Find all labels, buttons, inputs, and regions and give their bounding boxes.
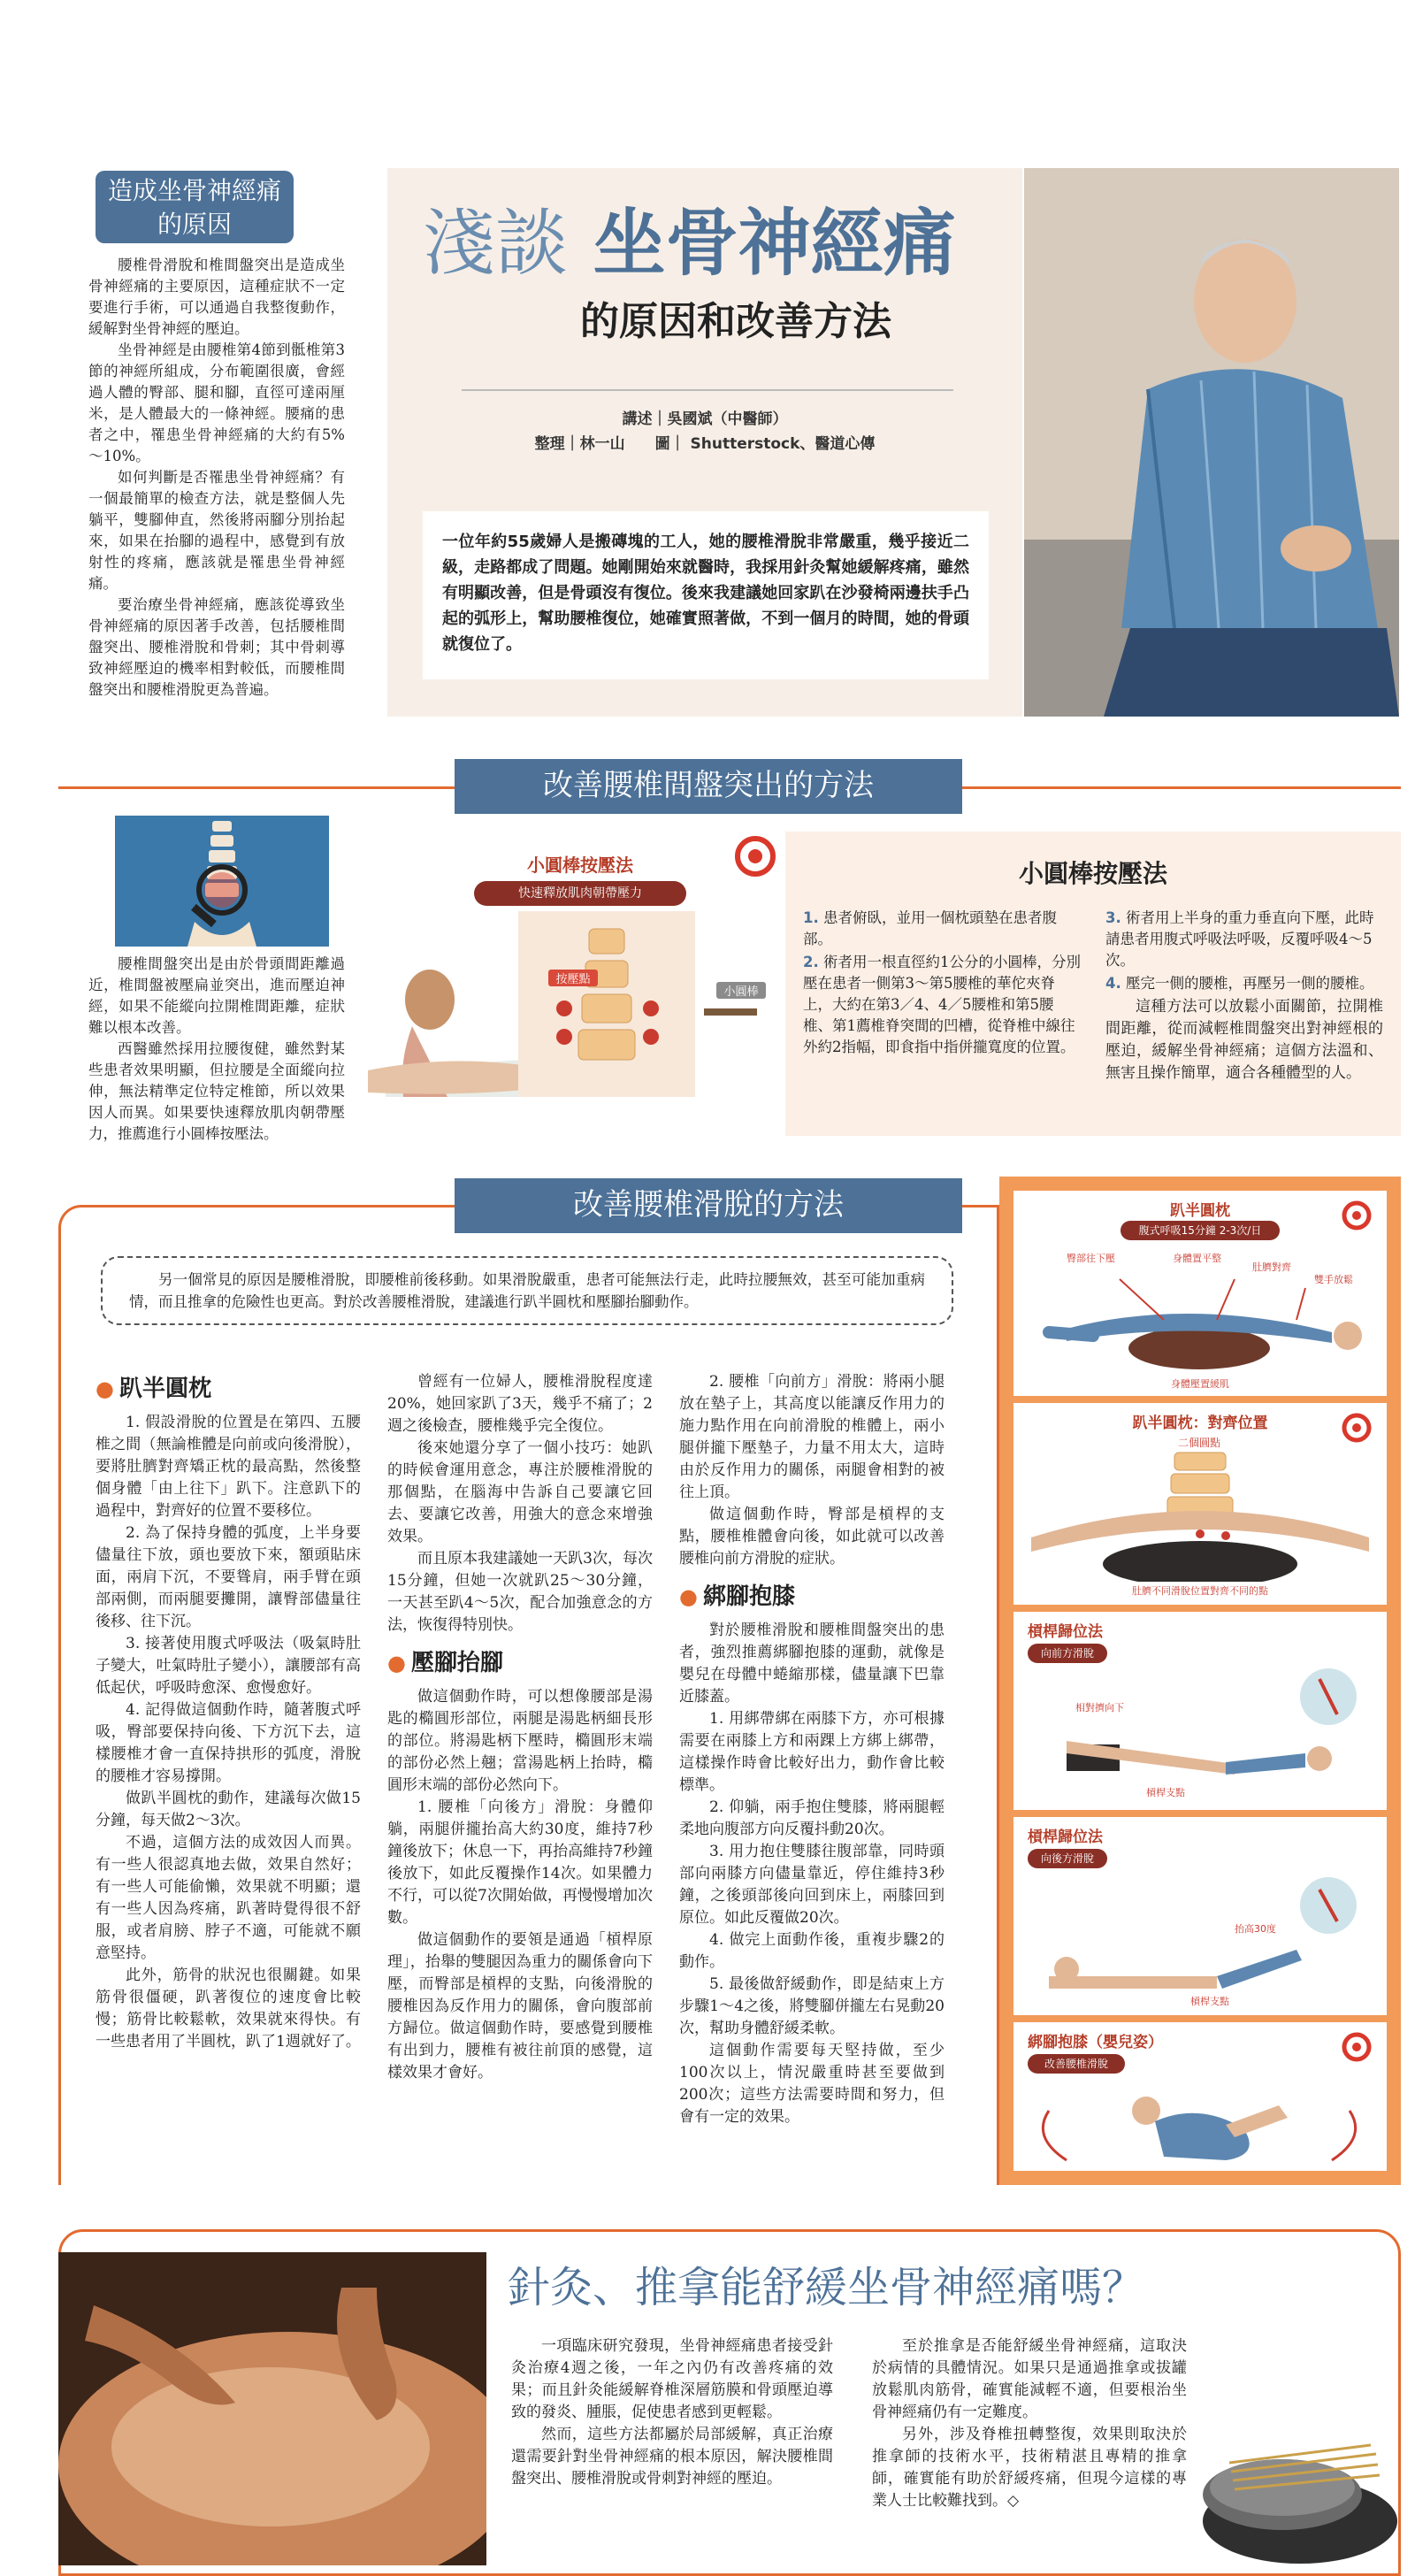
section2-column-3 (679, 1371, 945, 2128)
body-paragraph: 另外，涉及脊椎扭轉整復，效果則取決於推拿師的技術水平，技術精湛且專精的推拿師，確實能有助於舒緩疼痛，但現今這樣的專業人士比較難找到。◇ (872, 2426, 1187, 2510)
bullet-dot-icon: ● (679, 1584, 698, 1609)
section3-column-1 (511, 2335, 833, 2490)
heading-prone-pillow: ● 趴半圓枕 (96, 1376, 211, 1402)
method-closing: 這種方法可以放鬆小面關節，拉開椎間距離，從而減輕椎間盤突出對神經根的壓迫，緩解坐骨神經痛；這個方法溫和、無害且操作簡單，適合各種體型的人。 (1105, 998, 1383, 1082)
exercise-sub: 改善腰椎滑脫 (1028, 2054, 1125, 2074)
exercise-label: 槓桿支點 (1190, 1996, 1229, 2007)
exercise-label: 臀部往下壓 (1067, 1253, 1115, 1264)
exercise-title: 槓桿歸位法 (1028, 1828, 1103, 1846)
body-paragraph: 4. 記得做這個動作時，隨著腹式呼吸，臀部要保持向後、下方沉下去，這樣腰椎才會一直保持拱形的弧度，滑脫的腰椎才容易撐開。 (96, 1701, 361, 1785)
align-figure (1013, 1449, 1387, 1582)
exercise-title: 槓桿歸位法 (1028, 1623, 1103, 1641)
body-paragraph: 5. 最後做舒緩動作，即是結束上方步驟1～4之後，將雙腳併攏左右晃動20次，幫助身體舒緩柔軟。 (679, 1975, 945, 2037)
acupuncture-stones-image (1150, 2388, 1401, 2574)
exercise-card-lever-backward (1013, 1817, 1387, 2015)
heading-press-lift: ● 壓腳抬腳 (387, 1650, 503, 1676)
exercise-label: 相對擠向下 (1075, 1702, 1124, 1714)
body-paragraph: 4. 做完上面動作後，重複步驟2的動作。 (679, 1931, 945, 1971)
exercise-sub: 二個圓點 (1177, 1437, 1220, 1449)
section1-paragraph: 腰椎間盤突出是由於骨頭間距離過近，椎間盤被壓扁並突出，進而壓迫神經，如果不能縱向拉開椎間距離，症狀難以根本改善。 (88, 955, 345, 1036)
exercise-sub: 向後方滑脫 (1028, 1849, 1107, 1868)
credits-narrator: 講述｜吳國斌（中醫師） (622, 410, 788, 428)
exercise-title: 趴半圓枕 (1170, 1202, 1230, 1220)
section3-column-2 (872, 2335, 1187, 2512)
body-paragraph: 做這個動作時，臀部是槓桿的支點，腰椎椎體會向後，如此就可以改善腰椎向前方滑脫的症狀。 (679, 1506, 945, 1568)
spine-magnifier-photo (115, 816, 329, 947)
title-light: 淺談 (423, 202, 569, 286)
exercise-label: 肚臍對齊 (1252, 1261, 1291, 1273)
body-paragraph: 2. 仰躺，兩手抱住雙膝，將兩腿輕柔地向腹部方向反覆抖動20次。 (679, 1798, 945, 1838)
exercise-title: 趴半圓枕：對齊位置 (1132, 1414, 1268, 1432)
brand-logo-icon (1339, 1410, 1374, 1445)
method-steps (803, 908, 1383, 1085)
section1-text (88, 954, 345, 1145)
exercise-card-knee-hug (1013, 2022, 1387, 2171)
body-paragraph: 2. 腰椎「向前方」滑脫：將兩小腿放在墊子上，其高度以能讓反作用力的施力點作用在向前滑脫的椎體上，兩小腿併攏下壓墊子，力量不用太大，這時由於反作用力的關係，兩腿會相對的被往上頂。 (679, 1373, 945, 1501)
heading-knee-hug: ● 綁腳抱膝 (679, 1583, 795, 1610)
spine-magnifier-icon (115, 816, 329, 947)
method-step: 2. 術者用一根直徑約1公分的小圓棒，分別壓在患者一側第3～第5腰椎的華佗夾脊上，大約在第3／4、4／5腰椎和第5腰椎、第1薦椎脊突間的凹槽，從脊椎中線往外約2指幅，即食指中指併攏寬度的位置。 (803, 954, 1081, 1055)
man-illustration (1024, 168, 1399, 717)
body-paragraph: 1. 用綁帶綁在兩膝下方，亦可根據需要在兩膝上方和兩踝上方綁上綁帶，這樣操作時會比較好出力，動作會比較標準。 (679, 1710, 945, 1794)
illus-caption: 快速釋放肌肉朝帶壓力 (474, 881, 686, 906)
brand-logo-icon (1339, 1198, 1374, 1233)
section2-column-2 (387, 1371, 653, 2084)
body-paragraph: 然而，這些方法都屬於局部緩解，真正治療還需要針對坐骨神經痛的根本原因，解決腰椎間盤突出、腰椎滑脫或骨刺對神經的壓迫。 (511, 2426, 833, 2488)
body-paragraph: 做這個動作時，可以想像腰部是湯匙的橢圓形部位，兩腿是湯匙柄細長形的部位。將湯匙柄下壓時，橢圓形末端的部份必然上翹；當湯匙柄上抬時，橢圓形末端的部份必然向下。 (387, 1688, 653, 1794)
knee-hug-figure (1013, 2075, 1387, 2171)
intro-box: 一位年約55歲婦人是搬磚塊的工人，她的腰椎滑脫非常嚴重，幾乎接近二級，走路都成了問題。她剛開始來就醫時，我採用針灸幫她緩解疼痛，雖然有明顯改善，但是骨頭沒有復位。後來我建議她回家趴在沙發椅兩邊扶手凸起的弧形上，幫助腰椎復位，她確實照著做，不到一個月的時間，她的骨頭就復位了。 (423, 511, 989, 679)
body-paragraph: 而且原本我建議她一天趴3次，每次15分鐘，但她一次就趴25～30分鐘，一天甚至趴4～5次，配合加強意念的方法，恢復得特別快。 (387, 1550, 653, 1634)
section2-header: 改善腰椎滑脫的方法 (455, 1178, 962, 1233)
exercise-caption: 身體壓置緩肌 (1171, 1378, 1229, 1390)
section1-header: 改善腰椎間盤突出的方法 (455, 759, 962, 814)
lever-backward-figure (1013, 1870, 1387, 2012)
sidebar-label-line1: 造成坐骨神經痛 (107, 176, 281, 205)
exercise-panel (999, 1177, 1401, 2185)
body-paragraph: 1. 假設滑脫的位置是在第四、五腰椎之間（無論椎體是向前或向後滑脫），要將肚臍對齊矯正枕的最高點，然後整個身體「由上往下」趴下。注意趴下的過程中，對齊好的位置不要移位。 (96, 1414, 361, 1520)
section3-title: 針灸、推拿能舒緩坐骨神經痛嗎？ (508, 2263, 1145, 2312)
section2-note: 另一個常見的原因是腰椎滑脫，即腰椎前後移動。如果滑脫嚴重，患者可能無法行走，此時拉腰無效，甚至可能加重病情，而且推拿的危險性也更高。對於改善腰椎滑脫，建議進行趴半圓枕和壓腳抬腳動作。 (101, 1256, 953, 1325)
body-paragraph: 做這個動作的要領是通過「槓桿原理」，抬舉的雙腿因為重力的關係會向下壓，而臀部是槓桿的支點，向後滑脫的腰椎因為反作用力的關係，會向腹部前方歸位。做這個動作時，要感覺到腰椎有出到力，腰椎有被往前頂的感覺，這樣效果才會好。 (387, 1931, 653, 2082)
method-step: 3. 術者用上半身的重力垂直向下壓，此時請患者用腹式呼吸法呼吸，反覆呼吸4～5次。 (1105, 909, 1374, 969)
sidebar-paragraph: 如何判斷是否罹患坐骨神經痛？有一個最簡單的檢查方法，就是整個人先躺平，雙腳伸直，然後將兩腳分別抬起來，如果在抬腳的過程中，感覺到有放射性的疼痛，應該就是罹患坐骨神經痛。 (88, 469, 345, 592)
sidebar-paragraph: 要治療坐骨神經痛，應該從導致坐骨神經痛的原因著手改善，包括腰椎間盤突出、腰椎滑脫和骨刺；其中骨刺導致神經壓迫的機率相對較低，而腰椎間盤突出和腰椎滑脫更為普遍。 (88, 596, 345, 698)
article-title (423, 202, 956, 287)
brand-logo-icon (1339, 2029, 1374, 2065)
sidebar-label-line2: 的原因 (157, 210, 232, 239)
exercise-label: 槓桿支點 (1146, 1787, 1185, 1798)
sidebar-paragraph: 坐骨神經是由腰椎第4節到骶椎第3節的神經所組成，分布範圍很廣，會經過人體的臀部、腿和腳，直徑可達兩厘米，是人體最大的一條神經。腰痛的患者之中，罹患坐骨神經痛的大約有5%～10%。 (88, 341, 345, 464)
exercise-sub: 腹式呼吸15分鐘 2-3次/日 (1121, 1221, 1280, 1240)
body-paragraph: 至於推拿是否能舒緩坐骨神經痛，這取決於病情的具體情況。如果只是通過推拿或拔罐放鬆肌肉筋骨，確實能減輕不適，但要根治坐骨神經痛仍有一定難度。 (872, 2337, 1187, 2421)
massage-hands-image (58, 2252, 486, 2565)
exercise-card-lever-forward (1013, 1612, 1387, 1810)
body-paragraph: 這個動作需要每天堅持做，至少100次以上，情況嚴重時甚至要做到200次；這些方法需要時間和努力，但會有一定的效果。 (679, 2042, 945, 2126)
exercise-sub: 向前方滑脫 (1028, 1644, 1107, 1663)
body-paragraph: 3. 用力抱住雙膝往腹部靠，同時頭部向兩膝方向儘量靠近，停住維持3秒鐘，之後頭部後向回到床上，兩膝回到原位。如此反覆做20次。 (679, 1843, 945, 1927)
credits (398, 407, 1012, 456)
sidebar-label (96, 171, 294, 243)
exercise-card-align (1013, 1403, 1387, 1605)
sidebar-text (88, 255, 345, 701)
body-paragraph: 不過，這個方法的成效因人而異。有一些人很認真地去做，效果自然好；有一些人可能偷懶，效果就不明顯；還有一些人因為疼痛，趴著時覺得很不舒服，或者肩膀、脖子不適，可能就不願意堅持。 (96, 1834, 361, 1962)
body-paragraph: 1. 腰椎「向後方」滑脫：身體仰躺，兩腿併攏抬高大約30度，維持7秒鐘後放下；休息一下，再抬高維持7秒鐘後放下，如此反覆操作14次。如果體力不行，可以從7次開始做，再慢慢增加次數。 (387, 1798, 653, 1927)
exercise-label: 雙手放鬆 (1314, 1274, 1353, 1285)
exercise-label: 身體置平整 (1173, 1253, 1221, 1264)
exercise-caption: 肚臍不同滑脫位置對齊不同的點 (1132, 1585, 1268, 1597)
method-title: 小圓棒按壓法 (1018, 859, 1167, 888)
bullet-dot-icon: ● (387, 1651, 406, 1675)
illus-title: 小圓棒按壓法 (527, 855, 633, 876)
title-divider (462, 389, 953, 391)
body-paragraph: 此外，筋骨的狀況也很關鍵。如果筋骨很僵硬，趴著復位的速度會比較慢；筋骨比較鬆軟，效果就來得快。有一些患者用了半圓枕，趴了1週就好了。 (96, 1966, 361, 2051)
body-paragraph: 2. 為了保持身體的弧度，上半身要儘量往下放，頭也要放下來，額頭貼床面，兩肩下沉，不要聳肩，兩手臂在頭部兩側，而兩腿要攤開，讓臀部儘量往後移、往下沉。 (96, 1524, 361, 1630)
exercise-label: 抬高30度 (1235, 1923, 1276, 1935)
body-paragraph: 後來她還分享了一個小技巧：她趴的時候會運用意念，專注於腰椎滑脫的那個點，在腦海中告訴自己要讓它回去、要讓它改善，用強大的意念來增強效果。 (387, 1439, 653, 1545)
title-dark: 坐骨神經痛 (593, 202, 956, 286)
body-paragraph: 對於腰椎滑脫和腰椎間盤突出的患者，強烈推薦綁腳抱膝的運動，就像是嬰兒在母體中蜷縮那樣，儘量讓下巴靠近膝蓋。 (679, 1622, 945, 1706)
illus-tag-press-point: 按壓點 (548, 970, 598, 986)
method-step: 4. 壓完一側的腰椎，再壓另一側的腰椎。 (1105, 975, 1374, 992)
illus-tag-rod: 小圓棒 (716, 982, 766, 999)
exercise-title: 綁腳抱膝（嬰兒姿） (1028, 2034, 1163, 2051)
bullet-dot-icon: ● (96, 1376, 114, 1401)
exercise-card-prone-pillow (1013, 1191, 1387, 1396)
photo-man-back-pain (1024, 168, 1399, 717)
article-subtitle: 的原因和改善方法 (580, 299, 891, 344)
body-paragraph: 曾經有一位婦人，腰椎滑脫程度達20%，她回家趴了3天，幾乎不痛了；2週之後檢查，腰椎幾乎完全復位。 (387, 1373, 653, 1435)
section1-paragraph: 西醫雖然採用拉腰復健，雖然對某些患者效果明顯，但拉腰是全面縱向拉伸，無法精準定位特定椎節，所以效果因人而異。如果要快速釋放肌肉朝帶壓力，推薦進行小圓棒按壓法。 (88, 1040, 345, 1142)
needle-stone-icon (1150, 2388, 1401, 2574)
section2-column-1 (96, 1371, 361, 2053)
body-paragraph: 做趴半圓枕的動作，建議每次做15分鐘，每天做2～3次。 (96, 1790, 361, 1829)
sidebar-paragraph: 腰椎骨滑脫和椎間盤突出是造成坐骨神經痛的主要原因，這種症狀不一定要進行手術，可以通過自我整復動作，緩解對坐骨神經的壓迫。 (88, 257, 345, 337)
credits-editor: 整理｜林一山 圖｜ Shutterstock、醫道心傳 (534, 435, 876, 453)
rod-press-illustration (350, 832, 784, 1136)
massage-photo (58, 2252, 486, 2565)
method-step: 1. 患者俯臥，並用一個枕頭墊在患者腹部。 (803, 909, 1057, 947)
body-paragraph: 一項臨床研究發現，坐骨神經痛患者接受針灸治療4週之後，一年之內仍有改善疼痛的效果；而且針灸能緩解脊椎深層筋膜和骨頭壓迫導致的發炎、腫脹，促使患者感到更輕鬆。 (511, 2337, 833, 2421)
lever-forward-figure (1013, 1665, 1387, 1806)
body-paragraph: 3. 接著使用腹式呼吸法（吸氣時肚子變大，吐氣時肚子變小），讓腰部有高低起伏，呼吸時愈深、愈慢愈好。 (96, 1635, 361, 1697)
